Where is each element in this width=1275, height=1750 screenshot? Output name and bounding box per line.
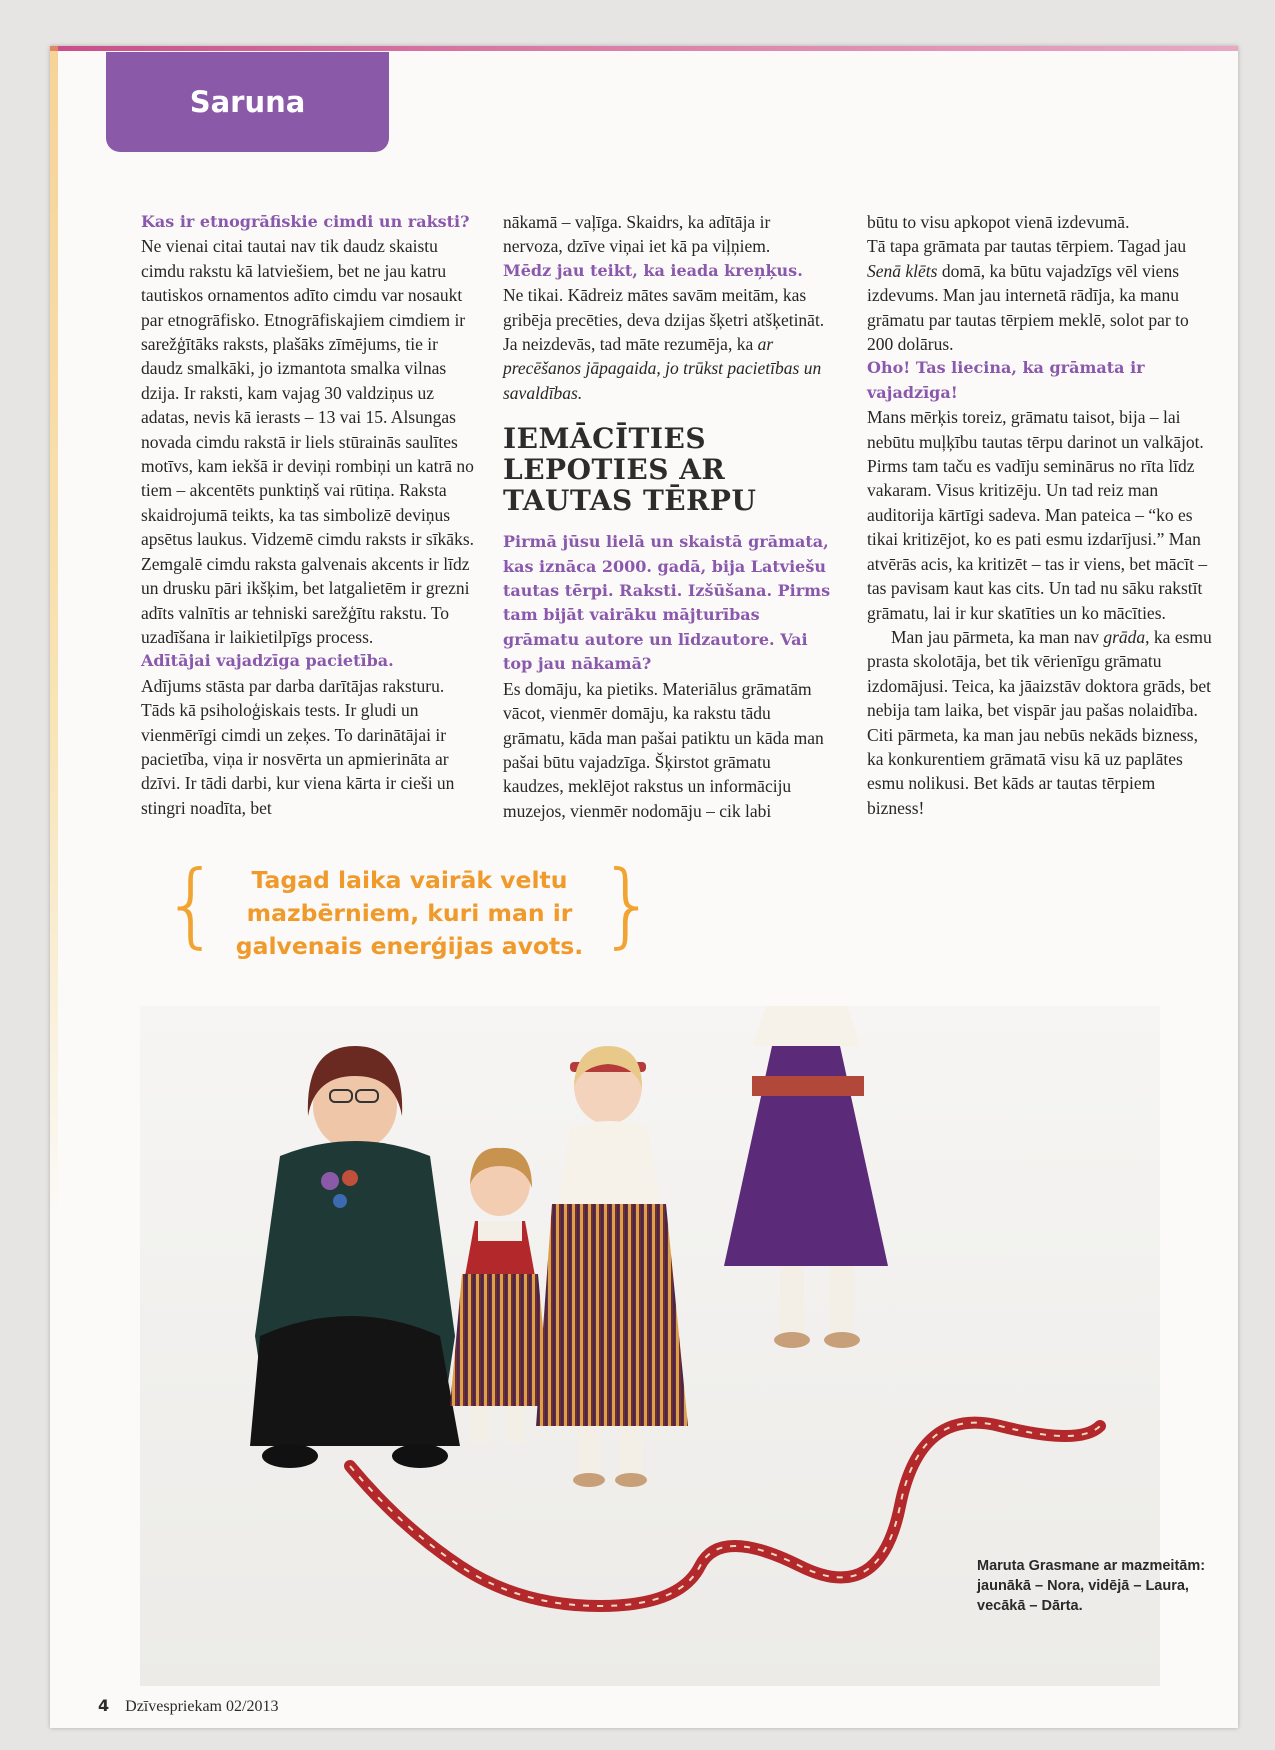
- paragraph-text: Man jau pārmeta, ka man nav: [891, 626, 1104, 647]
- page-edge-tint: [50, 46, 58, 1728]
- paragraph-text: Tā tapa grāmata par tautas tērpiem. Tagad jau: [867, 236, 1187, 257]
- section-label: Saruna: [189, 85, 306, 119]
- paragraph: Ne vienai citai tautai nav tik daudz skaistu cimdu rakstu kā latviešiem, bet ne jau katru tautiskos ornamentos adīto cimdu var nosaukt par etnogrāfisko. Etnogrāfiskajiem cimdiem ir sarežģītāks raksts, plašāks zīmējums, tie ir daudz smalkāki, jo izmantota smalka vilnas dzija. Ir raksti, kam vajag 30 valdziņus uz adatas, nevis kā ierasts – 13 vai 15. Alsungas novada cimdu rakstā ir liels stūrainās saulītes motīvs, kam iekšā ir deviņi rombiņi un katrā no tiem – akcentēts punktiņš vai rūtiņa. Raksta skaidrojumā teikts, ka tas simbolizē deviņus apsētus laukus. Vidzemē cimdu raksts ir sīkāks. Zemgalē cimdu raksta galvenais akcents ir līdz un drusku pāri ikšķim, bet latgalietēm ir grezni adīts valnītis ar tehniski sarežģītu rakstu. To uzadīšana ir laikietilpīgs process.: [141, 236, 475, 647]
- page-number: 4: [98, 1696, 110, 1715]
- paragraph-italic-text: grāda: [1103, 626, 1146, 647]
- pull-quote: [162, 851, 657, 966]
- right-brace-icon: }: [598, 851, 657, 958]
- question-heading: Adītājai vajadzīga pacietība.: [141, 651, 394, 671]
- paragraph: Mans mērķis toreiz, grāmatu taisot, bija – lai nebūtu muļķību tautas tērpu darinot un valkājot. Pirms tam taču es vadīju seminārus no rīta līdz vakaram. Visus kritizēju. Un tad reiz man auditorija kārtīgi sadeva. Man pateica – “ko es tikai kritizējot, ko es pati esmu izdarījusi.” Man atvērās acis, ka kritizēt – tas ir viens, bet mācīt – tas pavisam kaut kas cits. Un tad nu sāku rakstīt grāmatu, lai ir kur skatīties un ko mācīties.: [867, 407, 1208, 623]
- paragraph-italic-text: Senā klēts: [867, 260, 938, 281]
- left-brace-icon: {: [162, 851, 221, 958]
- text-column-2: [503, 210, 833, 823]
- question-heading: Mēdz jau teikt, ka ieada kreņķus.: [503, 260, 803, 280]
- paragraph: Adījums stāsta par darba darītājas raksturu. Tāds kā psiholoģiskais tests. Ir gludi un vienmērīgi cimdi un zeķes. To darinātājai ir pacietība, viņa ir nosvērta un apmierināta ar dzīvi. Ir tādi darbi, kur viena kārta ir cieši un stingri noadīta, bet: [141, 675, 455, 818]
- paragraph: [867, 234, 1212, 356]
- paragraph: Es domāju, ka pietiks. Materiālus grāmatām vācot, vienmēr domāju, ka rakstu tādu grāmatu, kāda man pašai patiktu un kāda man pašai būtu vajadzīga. Šķirstot grāmatu kaudzes, meklējot rakstus un informāciju muzejos, vienmēr nodomāju – cik labi: [503, 678, 824, 821]
- paragraph-italic-text: ar precēšanos jāpagaida, jo trūkst pacietības un savaldības.: [503, 334, 822, 403]
- caption-line: vecākā – Dārta.: [977, 1598, 1083, 1614]
- pull-quote-text: Tagad laika vairāk veltu mazbērniem, kuri man ir galvenais enerģijas avots.: [235, 866, 584, 960]
- paragraph-text: , ka esmu prasta skolotāja, bet tik vērienīgu grāmatu izdomājusi. Teica, ka jāaizstāv doktora grāds, bet nebija tam laika, bet vispār jau pašas nolaidība. Citi pārmeta, ka man jau nebūs nekāds bizness, ka konkurentiem grāmatā visu kā uz paplātes esmu nolikusi. Bet kāds ar tautas tērpiem bizness!: [867, 626, 1212, 818]
- paragraph-text: domā, ka būtu vajadzīgs vēl viens izdevums. Man jau internetā rādīja, ka manu grāmatu par tautas tērpiem meklē, solot par to 200 dolārus.: [867, 260, 1189, 355]
- publication-name: Dzīvespriekam 02/2013: [125, 1698, 279, 1715]
- question-heading: Kas ir etnogrāfiskie cimdi un raksti?: [141, 212, 470, 231]
- interview-intro: Pirmā jūsu lielā un skaistā grāmata, kas iznāca 2000. gadā, bija Latviešu tautas tērpi. Raksti. Izšūšana. Pirms tam bijāt vairāku mājturības grāmatu autore un līdzautore. Vai top jau nākamā?: [503, 532, 831, 674]
- paragraph: [503, 283, 833, 405]
- paragraph: būtu to visu apkopot vienā izdevumā.: [867, 212, 1130, 232]
- text-column-1: [141, 210, 481, 820]
- photo-caption: [977, 1556, 1227, 1616]
- section-tab: [106, 52, 389, 152]
- subheading: IEMĀCĪTIES LEPOTIES AR TAUTAS TĒRPU: [503, 422, 757, 518]
- page-footer: [98, 1696, 278, 1716]
- paragraph-text: Ne tikai. Kādreiz mātes savām meitām, kas gribēja precēties, deva dzijas šķetri atšķetināt. Ja neizdevās, tad māte rezumēja, ka: [503, 285, 825, 355]
- magazine-page: [50, 46, 1238, 1728]
- paragraph: nākamā – vaļīga. Skaidrs, ka adītāja ir nervoza, dzīve viņai iet kā pa viļņiem.: [503, 212, 771, 257]
- question-heading: Oho! Tas liecina, ka grāmata ir vajadzīga!: [867, 358, 1145, 402]
- top-color-rule: [50, 46, 1238, 51]
- caption-line: jaunākā – Nora, vidējā – Laura,: [977, 1578, 1189, 1594]
- text-column-3: [867, 210, 1212, 820]
- paragraph: [867, 625, 1212, 820]
- caption-line: Maruta Grasmane ar mazmeitām:: [977, 1558, 1206, 1574]
